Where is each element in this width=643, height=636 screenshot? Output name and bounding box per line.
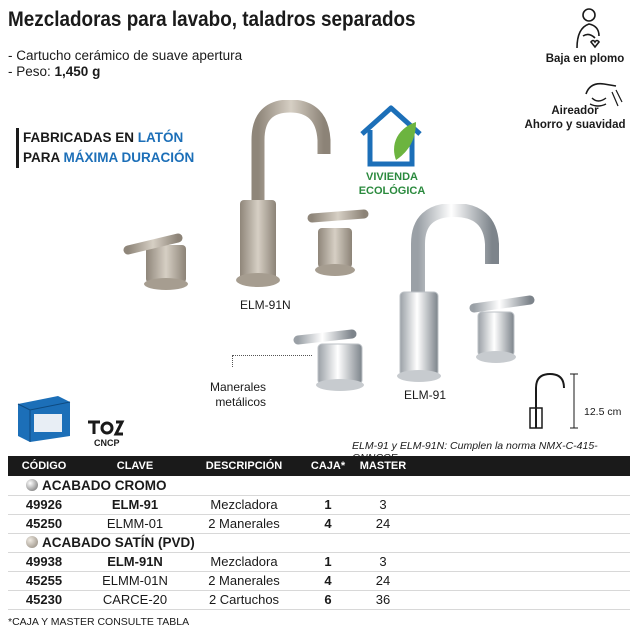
elm-91-caption: ELM-91 — [404, 388, 447, 402]
col-clave: CLAVE — [80, 456, 190, 476]
package-box-image — [14, 392, 74, 449]
table-row: 45230 CARCE-20 2 Cartuchos 6 36 — [8, 590, 630, 609]
table-row: 49926 ELM-91 Mezcladora 1 3 — [8, 495, 630, 514]
manerales-leader-tick — [232, 355, 233, 367]
footnote: *CAJA Y MASTER CONSULTE TABLA — [8, 616, 190, 628]
col-descripcion: DESCRIPCIÓN — [190, 456, 298, 476]
peso-value: 1,450 g — [54, 64, 101, 79]
height-diagram-icon — [528, 368, 588, 437]
manerales-caption: Manerales metálicos — [209, 380, 266, 409]
elm-91n-caption: ELM-91N — [240, 298, 291, 312]
product-table — [8, 456, 630, 610]
table-row: 45255 ELMM-01N 2 Manerales 4 24 — [8, 571, 630, 590]
manerales-leader-line — [232, 355, 312, 356]
aireador-label: Aireador Ahorro y suavidad — [524, 105, 626, 131]
fabricadas-laton-callout: FABRICADAS EN LATÓN PARA MÁXIMA DURACIÓN — [16, 128, 194, 168]
baja-plomo-icon — [565, 6, 609, 55]
height-label: 12.5 cm — [584, 406, 622, 418]
norma-note: ELM-91 y ELM-91N: Cumplen la norma NMX-C-415- — [352, 440, 598, 452]
vivienda-ecologica-label: VIVIENDA ECOLÓGICA — [358, 171, 426, 197]
bullet-cartucho: - Cartucho cerámico de suave apertura — [8, 48, 243, 63]
page-title: Mezcladoras para lavabo, taladros separados — [8, 8, 416, 31]
section-row-satin: ACABADO SATÍN (PVD) — [8, 533, 630, 552]
col-master: MASTER — [358, 456, 408, 476]
feature-bullets — [8, 48, 242, 80]
chrome-finish-icon — [26, 479, 38, 491]
satin-finish-icon — [26, 536, 38, 548]
cncp-label: CNCP — [94, 438, 120, 448]
elm-91-faucet-image — [290, 204, 540, 399]
baja-plomo-label: Baja en plomo — [545, 53, 625, 65]
table-row: 45250 ELMM-01 2 Manerales 4 24 — [8, 514, 630, 533]
col-caja: CAJA* — [298, 456, 358, 476]
table-header-row — [8, 456, 630, 476]
bullet-peso: - Peso: 1,450 g — [8, 64, 101, 79]
col-codigo: CÓDIGO — [8, 456, 80, 476]
section-row-cromo: ACABADO CROMO — [8, 476, 630, 495]
table-row: 49938 ELM-91N Mezcladora 1 3 — [8, 552, 630, 571]
col-blank — [408, 456, 630, 476]
